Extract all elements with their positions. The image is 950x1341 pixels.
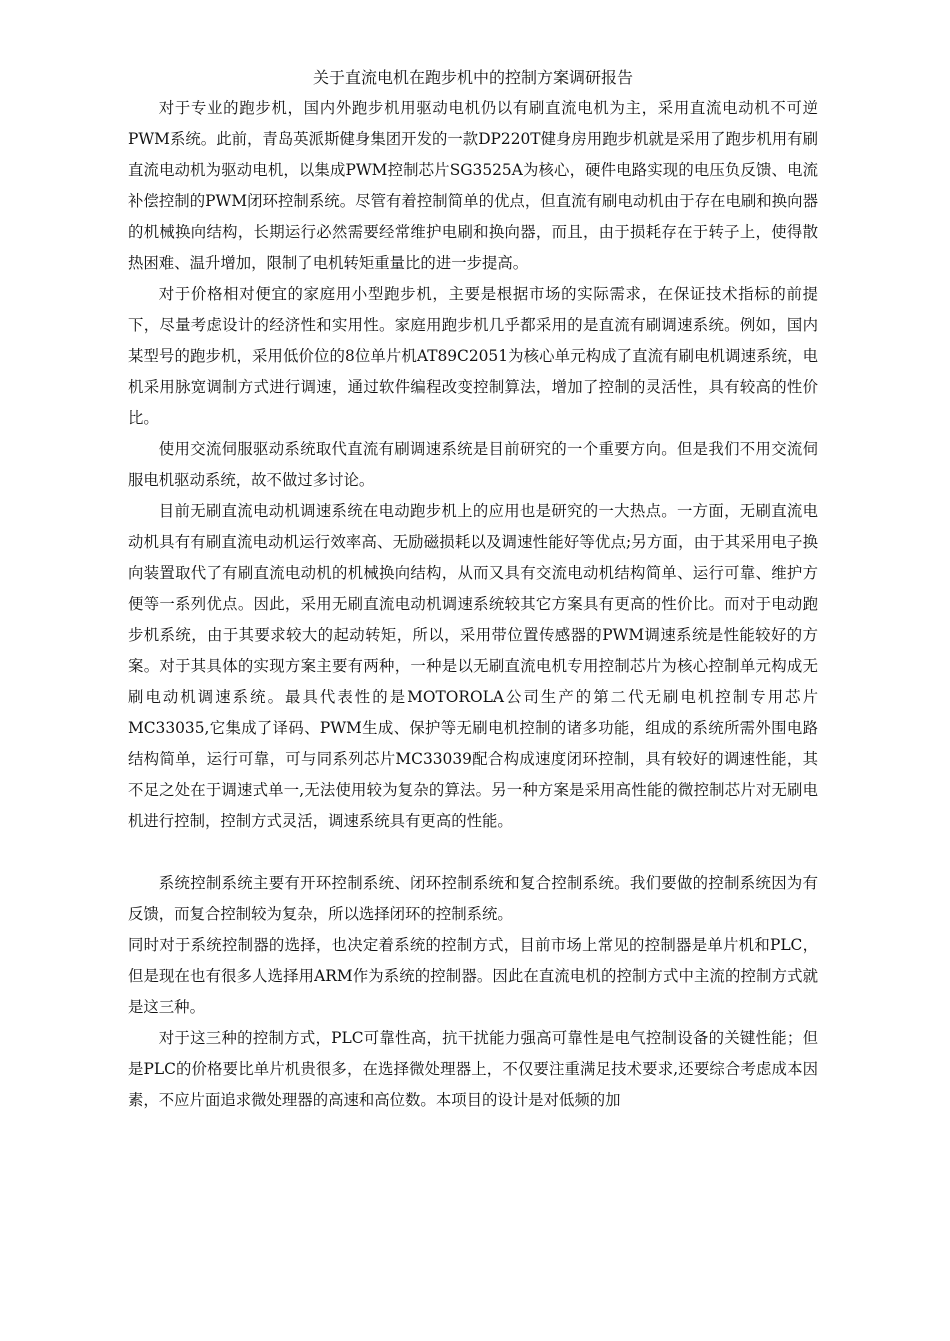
paragraph-plc-comparison: 对于这三种的控制方式，PLC可靠性高，抗干扰能力强高可靠性是电气控制设备的关键性能；但是PLC的价格要比单片机贵很多，在选择微处理器上，不仅要注重满足技术要求,还要综合考虑成本因素，不应片面追求微处理器的高速和高位数。本项目的设计是对低频的加 [128,1029,818,1109]
document-title: 关于直流电机在跑步机中的控制方案调研报告 [312,68,633,87]
paragraph-professional-treadmill: 对于专业的跑步机，国内外跑步机用驱动电机仍以有刷直流电机为主，采用直流电动机不可逆PWM系统。此前，青岛英派斯健身集团开发的一款DP220T健身房用跑步机就是采用了跑步机用有刷直流电动机为驱动电机，以集成PWM控制芯片SG3525A为核心，硬件电路实现的电压负反馈、电流补偿控制的PWM闭环控制系统。尽管有着控制简单的优点，但直流有刷电动机由于存在电刷和换向器的机械换向结构，长期运行必然需要经常维护电刷和换向器，而且，由于损耗存在于转子上，使得散热困难、温升增加，限制了电机转矩重量比的进一步提高。 [128,99,818,272]
paragraph-brushless-dc: 目前无刷直流电动机调速系统在电动跑步机上的应用也是研究的一大热点。一方面，无刷直流电动机具有有刷直流电动机运行效率高、无励磁损耗以及调速性能好等优点;另方面，由于其采用电子换向装置取代了有刷直流电动机的机械换向结构，从而又具有交流电动机结构简单、运行可靠、维护方便等一系列优点。因此，采用无刷直流电动机调速系统较其它方案具有更高的性价比。而对于电动跑步机系统，由于其要求较大的起动转矩，所以，采用带位置传感器的PWM调速系统是性能较好的方案。对于其具体的实现方案主要有两种，一种是以无刷直流电机专用控制芯片为核心控制单元构成无刷电动机调速系统。最具代表性的是MOTOROLA公司生产的第二代无刷电机控制专用芯片MC33035,它集成了译码、PWM生成、保护等无刷电机控制的诸多功能，组成的系统所需外围电路结构简单，运行可靠，可与同系列芯片MC33039配合构成速度闭环控制，具有较好的调速性能，其不足之处在于调速式单一,无法使用较为复杂的算法。另一种方案是采用高性能的微控制芯片对无刷电机进行控制，控制方式灵活，调速系统具有更高的性能。 [128,502,818,830]
paragraph-ac-servo: 使用交流伺服驱动系统取代直流有刷调速系统是目前研究的一个重要方向。但是我们不用交流伺服电机驱动系统，故不做过多讨论。 [128,440,818,489]
paragraph-home-treadmill: 对于价格相对便宜的家庭用小型跑步机，主要是根据市场的实际需求，在保证技术指标的前提下，尽量考虑设计的经济性和实用性。家庭用跑步机几乎都采用的是直流有刷调速系统。例如，国内某型号的跑步机，采用低价位的8位单片机AT89C2051为核心单元构成了直流有刷电机调速系统，电机采用脉宽调制方式进行调速，通过软件编程改变控制算法，增加了控制的灵活性，具有较高的性价比。 [128,285,818,427]
paragraph-controller-choice: 同时对于系统控制器的选择，也决定着系统的控制方式，目前市场上常见的控制器是单片机和PLC，但是现在也有很多人选择用ARM作为系统的控制器。因此在直流电机的控制方式中主流的控制方式就是这三种。 [128,936,818,1016]
paragraph-control-systems: 系统控制系统主要有开环控制系统、闭环控制系统和复合控制系统。我们要做的控制系统因为有反馈，而复合控制较为复杂，所以选择闭环的控制系统。 [128,874,818,923]
blank-line [128,837,818,868]
document-body [128,62,818,1116]
